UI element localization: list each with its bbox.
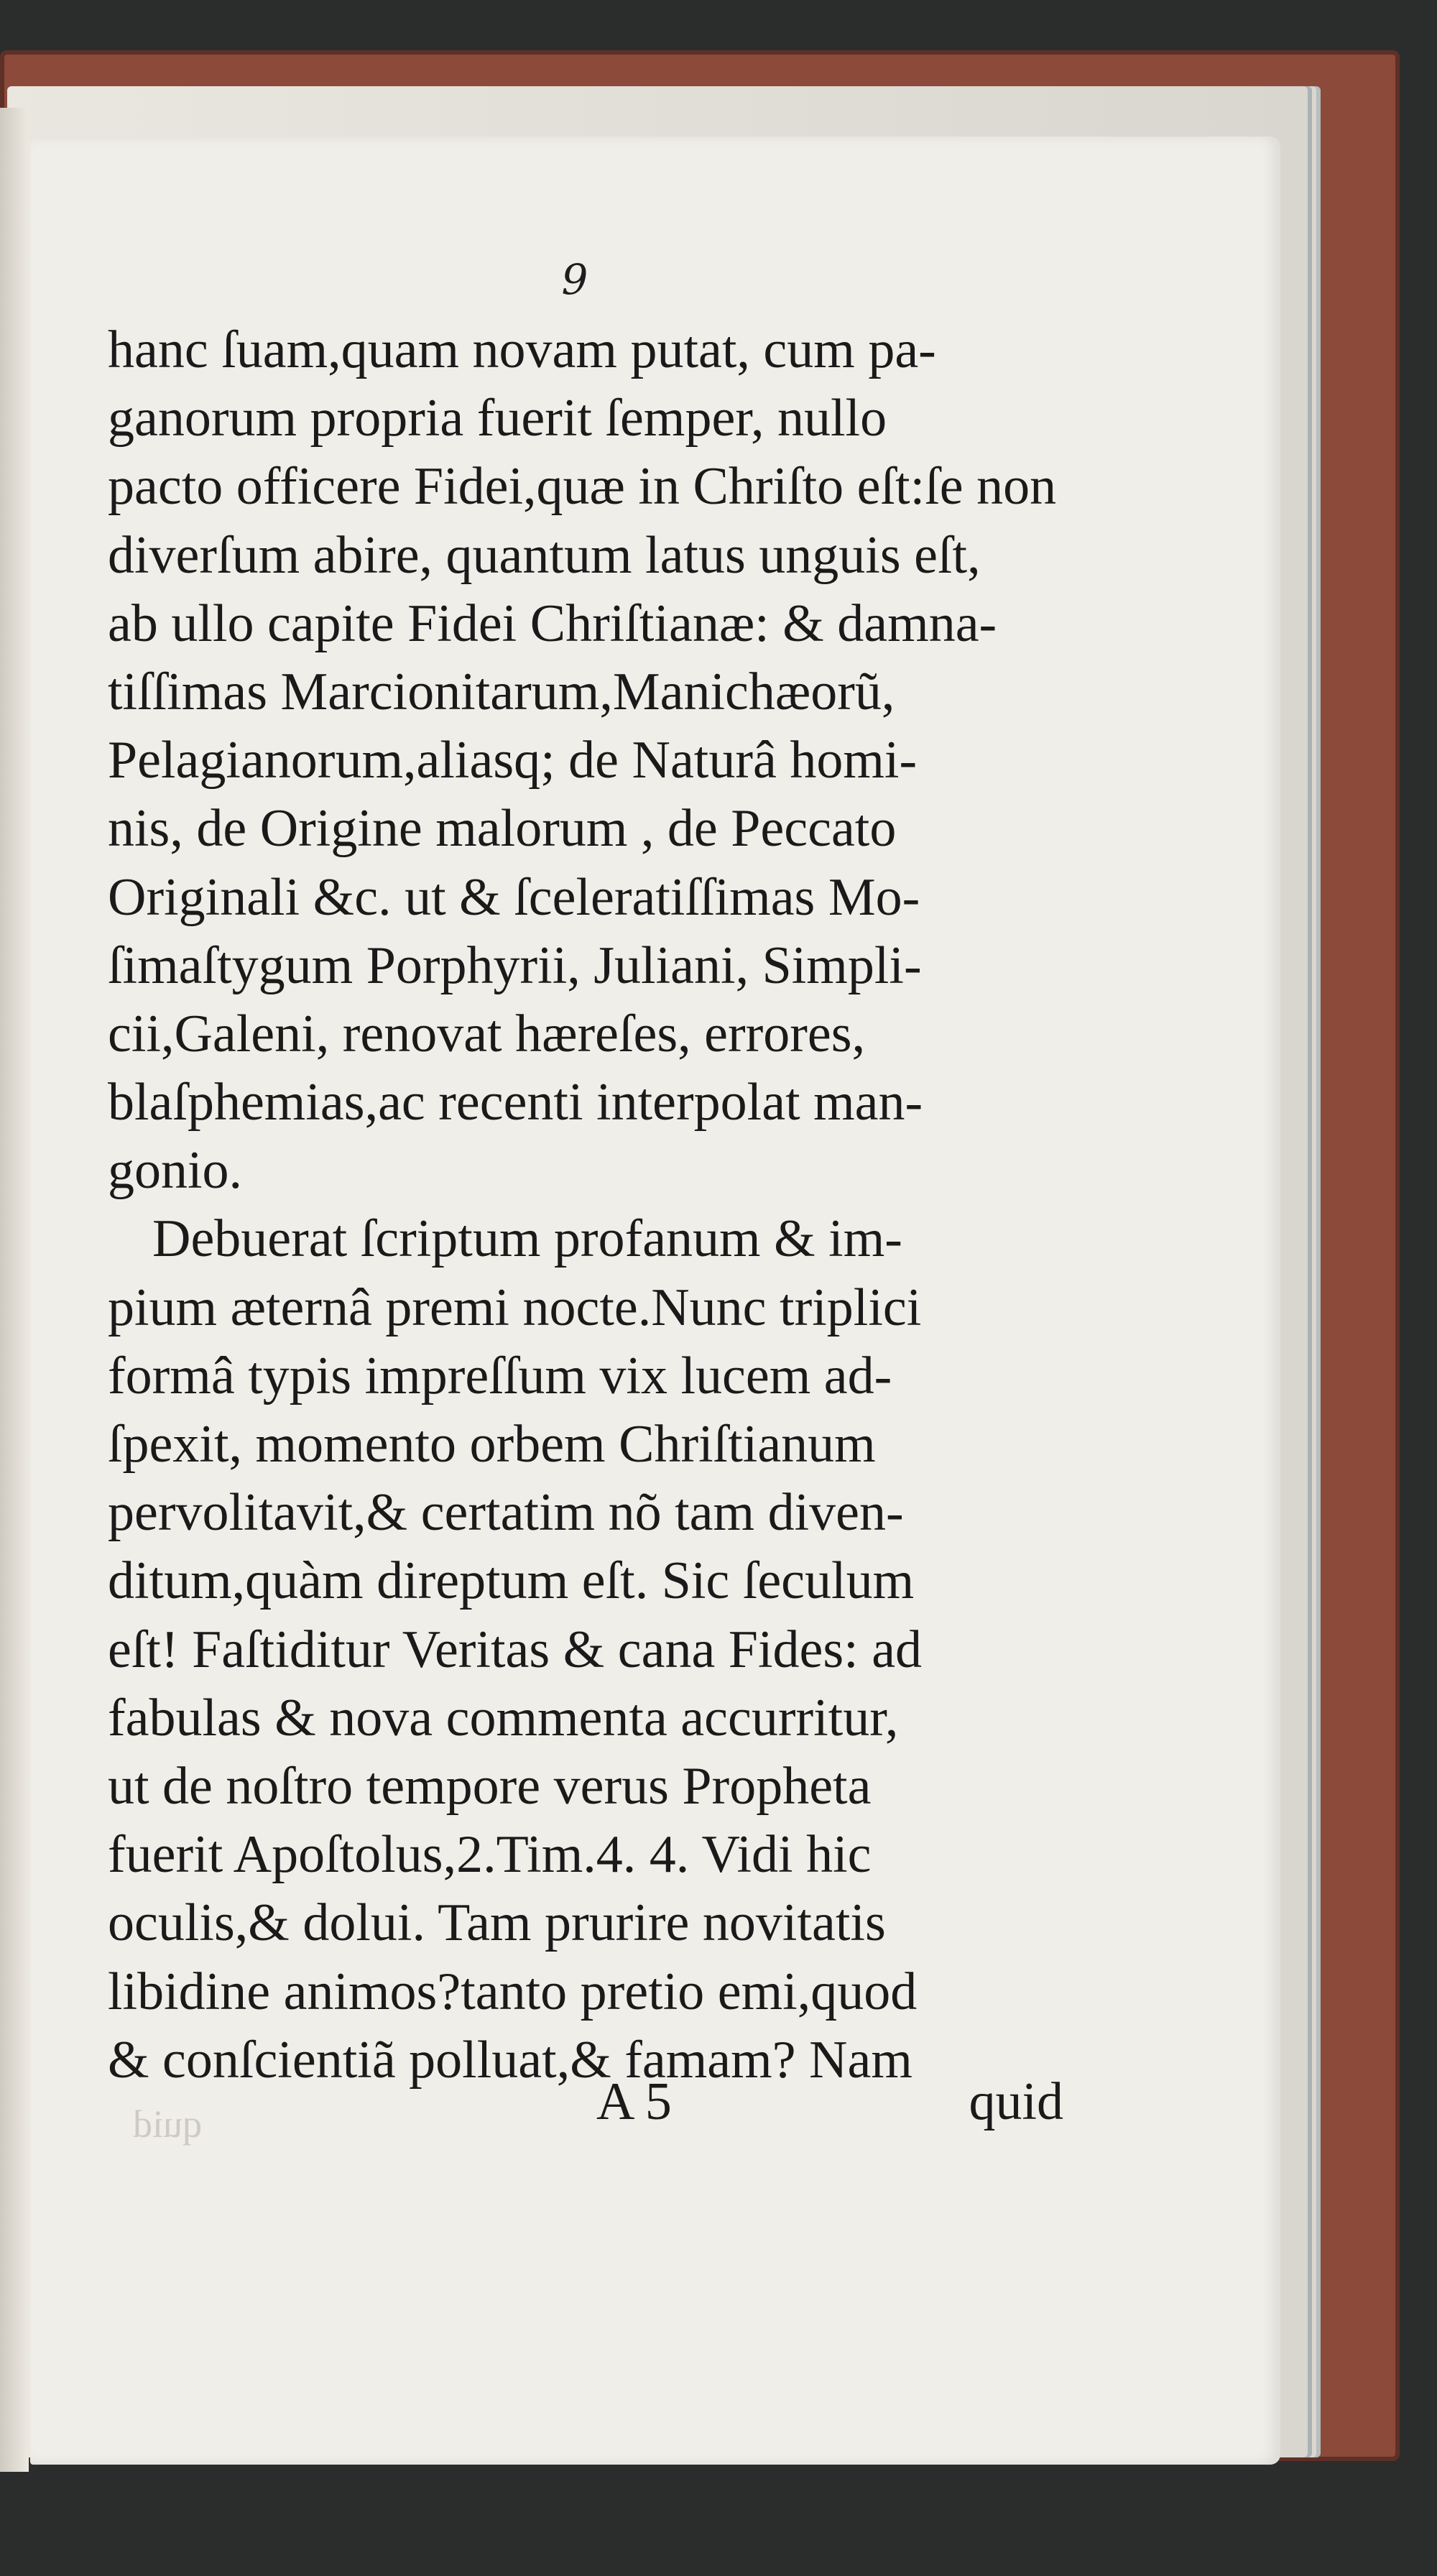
text-line: Pelagianorum,aliasq; de Naturâ homi- — [108, 731, 918, 790]
text-line: ganorum propria fuerit ſemper, nullo — [108, 389, 887, 448]
text-line: blaſphemias,ac recenti interpolat man- — [108, 1073, 923, 1132]
text-line: libidine animos?tanto pretio emi,quod — [108, 1962, 918, 2021]
text-line: fabulas & nova commenta accurritur, — [108, 1688, 899, 1748]
text-line: pacto officere Fidei,quæ in Chriſto eſt:ſe non — [108, 457, 1057, 517]
text-line: nis, de Origine malorum , de Peccato — [108, 799, 897, 859]
text-line: ut de noſtro tempore verus Propheta — [108, 1756, 872, 1816]
paragraph-start-line: Debuerat ſcriptum profanum & im- — [152, 1209, 902, 1269]
page-number: 9 — [561, 255, 588, 304]
text-line: & conſcientiã polluat,& famam? Nam — [108, 2030, 912, 2090]
binding-gutter — [0, 108, 29, 2472]
text-line: eſt! Faſtiditur Veritas & cana Fides: ad — [108, 1620, 923, 1679]
text-line: ab ullo capite Fidei Chriſtianæ: & damna- — [108, 594, 997, 653]
text-line: hanc ſuam,quam novam putat, cum pa- — [108, 320, 936, 379]
text-line: ſimaſtygum Porphyrii, Juliani, Simpli- — [108, 936, 922, 995]
text-line: formâ typis impreſſum vix lucem ad- — [108, 1346, 892, 1405]
text-line: Originali &c. ut & ſceleratiſſimas Mo- — [108, 867, 920, 927]
text-line: diverſum abire, quantum latus unguis eſt, — [108, 525, 981, 585]
text-line: tiſſimas Marcionitarum,Manichæorũ, — [108, 662, 895, 721]
text-line: cii,Galeni, renovat hæreſes, errores, — [108, 1004, 866, 1063]
catchword: quid — [969, 2072, 1063, 2131]
page-footer — [108, 2072, 1063, 2143]
text-line: pium æternâ premi nocte.Nunc triplici — [108, 1278, 922, 1337]
text-line: ditum,quàm direptum eſt. Sic ſeculum — [108, 1551, 915, 1611]
text-block — [108, 316, 1063, 2095]
text-line: pervolitavit,& certatim nõ tam diven- — [108, 1483, 904, 1543]
text-line: fuerit Apoſtolus,2.Tim.4. 4. Vidi hic — [108, 1825, 872, 1885]
text-line: gonio. — [108, 1141, 243, 1201]
signature-mark: A 5 — [596, 2072, 672, 2131]
text-line: ſpexit, momento orbem Chriſtianum — [108, 1415, 876, 1474]
text-line: oculis,& dolui. Tam prurire novitatis — [108, 1893, 886, 1953]
bleed-through-text: quid — [133, 2102, 203, 2146]
